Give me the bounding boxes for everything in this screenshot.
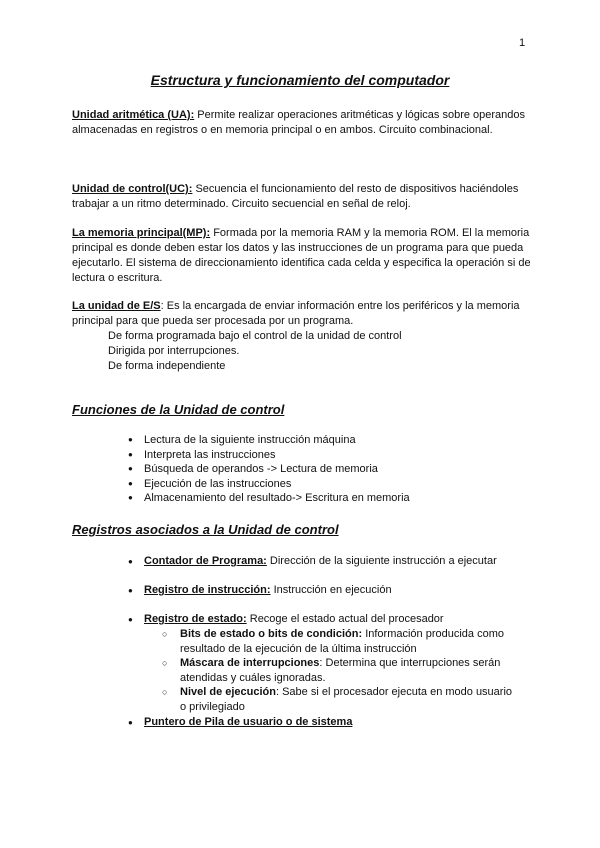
sub-text: Información producida como resultado de la ejecución de la última instrucción [180,628,504,655]
page-number: 1 [519,37,526,49]
es-label: La unidad de E/S [72,300,161,312]
list-item: ● Lectura de la siguiente instrucción máquina [128,433,410,448]
sr-label: Registro de estado: [144,613,247,625]
ir-label: Registro de instrucción: [144,584,271,596]
paragraph-mp [72,226,532,286]
paragraph-es [72,299,532,329]
funciones-list [128,433,410,506]
ua-label: Unidad aritmética (UA): [72,109,195,121]
es-text: : Es la encargada de enviar información entre los periféricos y la memoria principal para que pueda ser procesada por un programa. [72,300,520,327]
list-item-sr [128,612,524,715]
es-mode-2: Dirigida por interrupciones. [108,345,240,357]
es-mode-1: De forma programada bajo el control de la unidad de control [108,330,402,342]
list-item: ● Ejecución de las instrucciones [128,477,410,492]
sp-label: Puntero de Pila de usuario o de sistema [144,716,353,728]
sub-label: Máscara de interrupciones [180,657,320,670]
sr-text: Recoge el estado actual del procesador [246,613,444,625]
page-title: Estructura y funcionamiento del computador [150,72,450,88]
list-item-pc [128,554,524,569]
uc-text: Secuencia el funcionamiento del resto de dispositivos haciéndoles trabajar a un ritmo determinado. Circuito secuencial en señal de reloj. [72,183,519,210]
sub-item [162,627,520,656]
list-item: ● Interpreta las instrucciones [128,448,410,463]
pc-text: Dirección de la siguiente instrucción a ejecutar [266,555,497,567]
es-mode-3: De forma independiente [108,360,226,372]
list-item: ● Almacenamiento del resultado-> Escritura en memoria [128,491,410,506]
mp-text: Formada por la memoria RAM y la memoria ROM. El la memoria principal es donde deben estar los datos y las instrucciones de un programa para que pueda ejecutarlo. El sistema de direccionamiento identifica cada celda y especifica la operación si de lectura o escritura. [72,227,531,284]
funciones-heading: Funciones de la Unidad de control [72,402,285,417]
list-item: ● Búsqueda de operandos -> Lectura de memoria [128,462,410,477]
mp-label: La memoria principal(MP): [72,227,211,239]
uc-label: Unidad de control(UC): [72,183,193,195]
sub-label: Bits de estado o bits de condición: [180,628,363,640]
ua-text: Permite realizar operaciones aritméticas y lógicas sobre operandos almacenadas en registros o en memoria principal o en ambos. Circuito combinacional. [72,109,526,136]
paragraph-ua [72,108,532,138]
registros-heading: Registros asociados a la Unidad de control [72,522,339,537]
pc-label: Contador de Programa: [144,555,267,567]
sub-item [162,656,520,685]
paragraph-uc [72,182,532,212]
sr-sublist [144,627,524,715]
list-item-sp [128,715,524,730]
ir-text: Instrucción en ejecución [270,584,392,596]
sub-text: : Determina que interrupciones serán atendidas y cuáles ignoradas. [180,657,501,684]
list-item-ir [128,583,524,598]
sub-text: : Sabe si el procesador ejecuta en modo usuario o privilegiado [180,686,513,713]
sub-label: Nivel de ejecución [180,686,276,699]
sub-item [162,685,520,714]
